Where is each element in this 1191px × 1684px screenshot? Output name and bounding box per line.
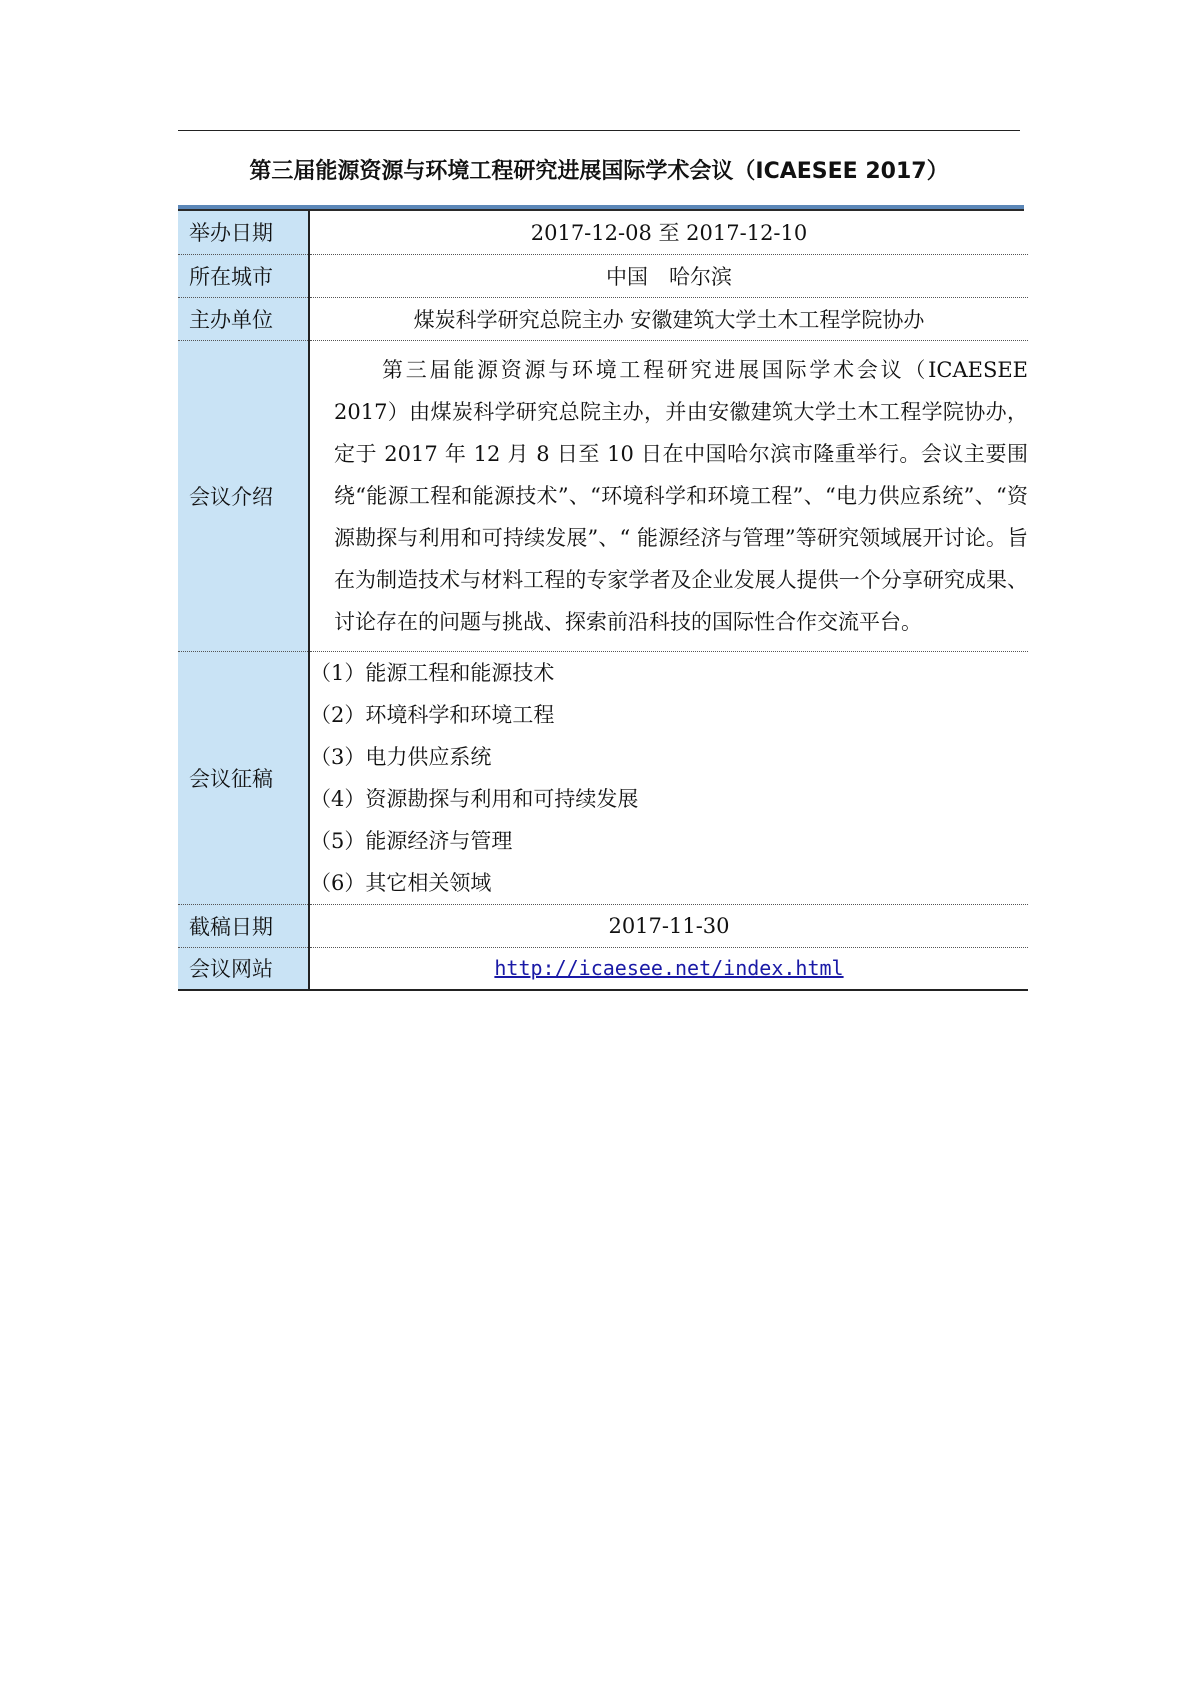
dates-value: 2017-12-08 至 2017-12-10 [309, 211, 1028, 254]
row-intro [178, 340, 1028, 651]
organizer-value: 煤炭科学研究总院主办 安徽建筑大学土木工程学院协办 [309, 297, 1028, 340]
topic-item: （5）能源经济与管理 [310, 828, 513, 853]
city-value: 中国 哈尔滨 [309, 254, 1028, 297]
document-title: 第三届能源资源与环境工程研究进展国际学术会议（ICAESEE 2017） [249, 159, 949, 184]
row-website [178, 947, 1028, 990]
topic-item: （4）资源勘探与利用和可持续发展 [310, 786, 639, 811]
topic-item: （3）电力供应系统 [310, 744, 492, 769]
topic-item: （1）能源工程和能源技术 [310, 660, 555, 685]
conference-info-table [178, 211, 1028, 991]
intro-text: 第三届能源资源与环境工程研究进展国际学术会议（ICAESEE 2017）由煤炭科学研究总院主办，并由安徽建筑大学土木工程学院协办，定于 2017 年 12 月 8 日至 10 日在中国哈尔滨市隆重举行。会议主要围绕“能源工程和能源技术”、“环境科学和环境工程”、“电力供应系统”、“资源勘探与利用和可持续发展”、“ 能源经济与管理”等研究领域展开讨论。旨在为制造技术与材料工程的专家学者及企业发展人提供一个分享研究成果、讨论存在的问题与挑战、探索前沿科技的国际性合作交流平台。 [334, 357, 1028, 634]
top-rule [178, 130, 1020, 131]
organizer-label: 主办单位 [178, 297, 309, 340]
row-deadline [178, 904, 1028, 947]
deadline-value: 2017-11-30 [309, 904, 1028, 947]
topics-list [309, 651, 1028, 904]
intro-cell [309, 340, 1028, 651]
website-cell [309, 947, 1028, 990]
row-city [178, 254, 1028, 297]
deadline-label: 截稿日期 [178, 904, 309, 947]
topic-item: （2）环境科学和环境工程 [310, 702, 555, 727]
intro-label: 会议介绍 [178, 340, 309, 651]
website-label: 会议网站 [178, 947, 309, 990]
city-label: 所在城市 [178, 254, 309, 297]
row-topics [178, 651, 1028, 904]
row-organizer [178, 297, 1028, 340]
topic-item: （6）其它相关领域 [310, 870, 492, 895]
topics-label: 会议征稿 [178, 651, 309, 904]
dates-label: 举办日期 [178, 211, 309, 254]
row-dates [178, 211, 1028, 254]
website-link[interactable]: http://icaesee.net/index.html [494, 956, 844, 981]
